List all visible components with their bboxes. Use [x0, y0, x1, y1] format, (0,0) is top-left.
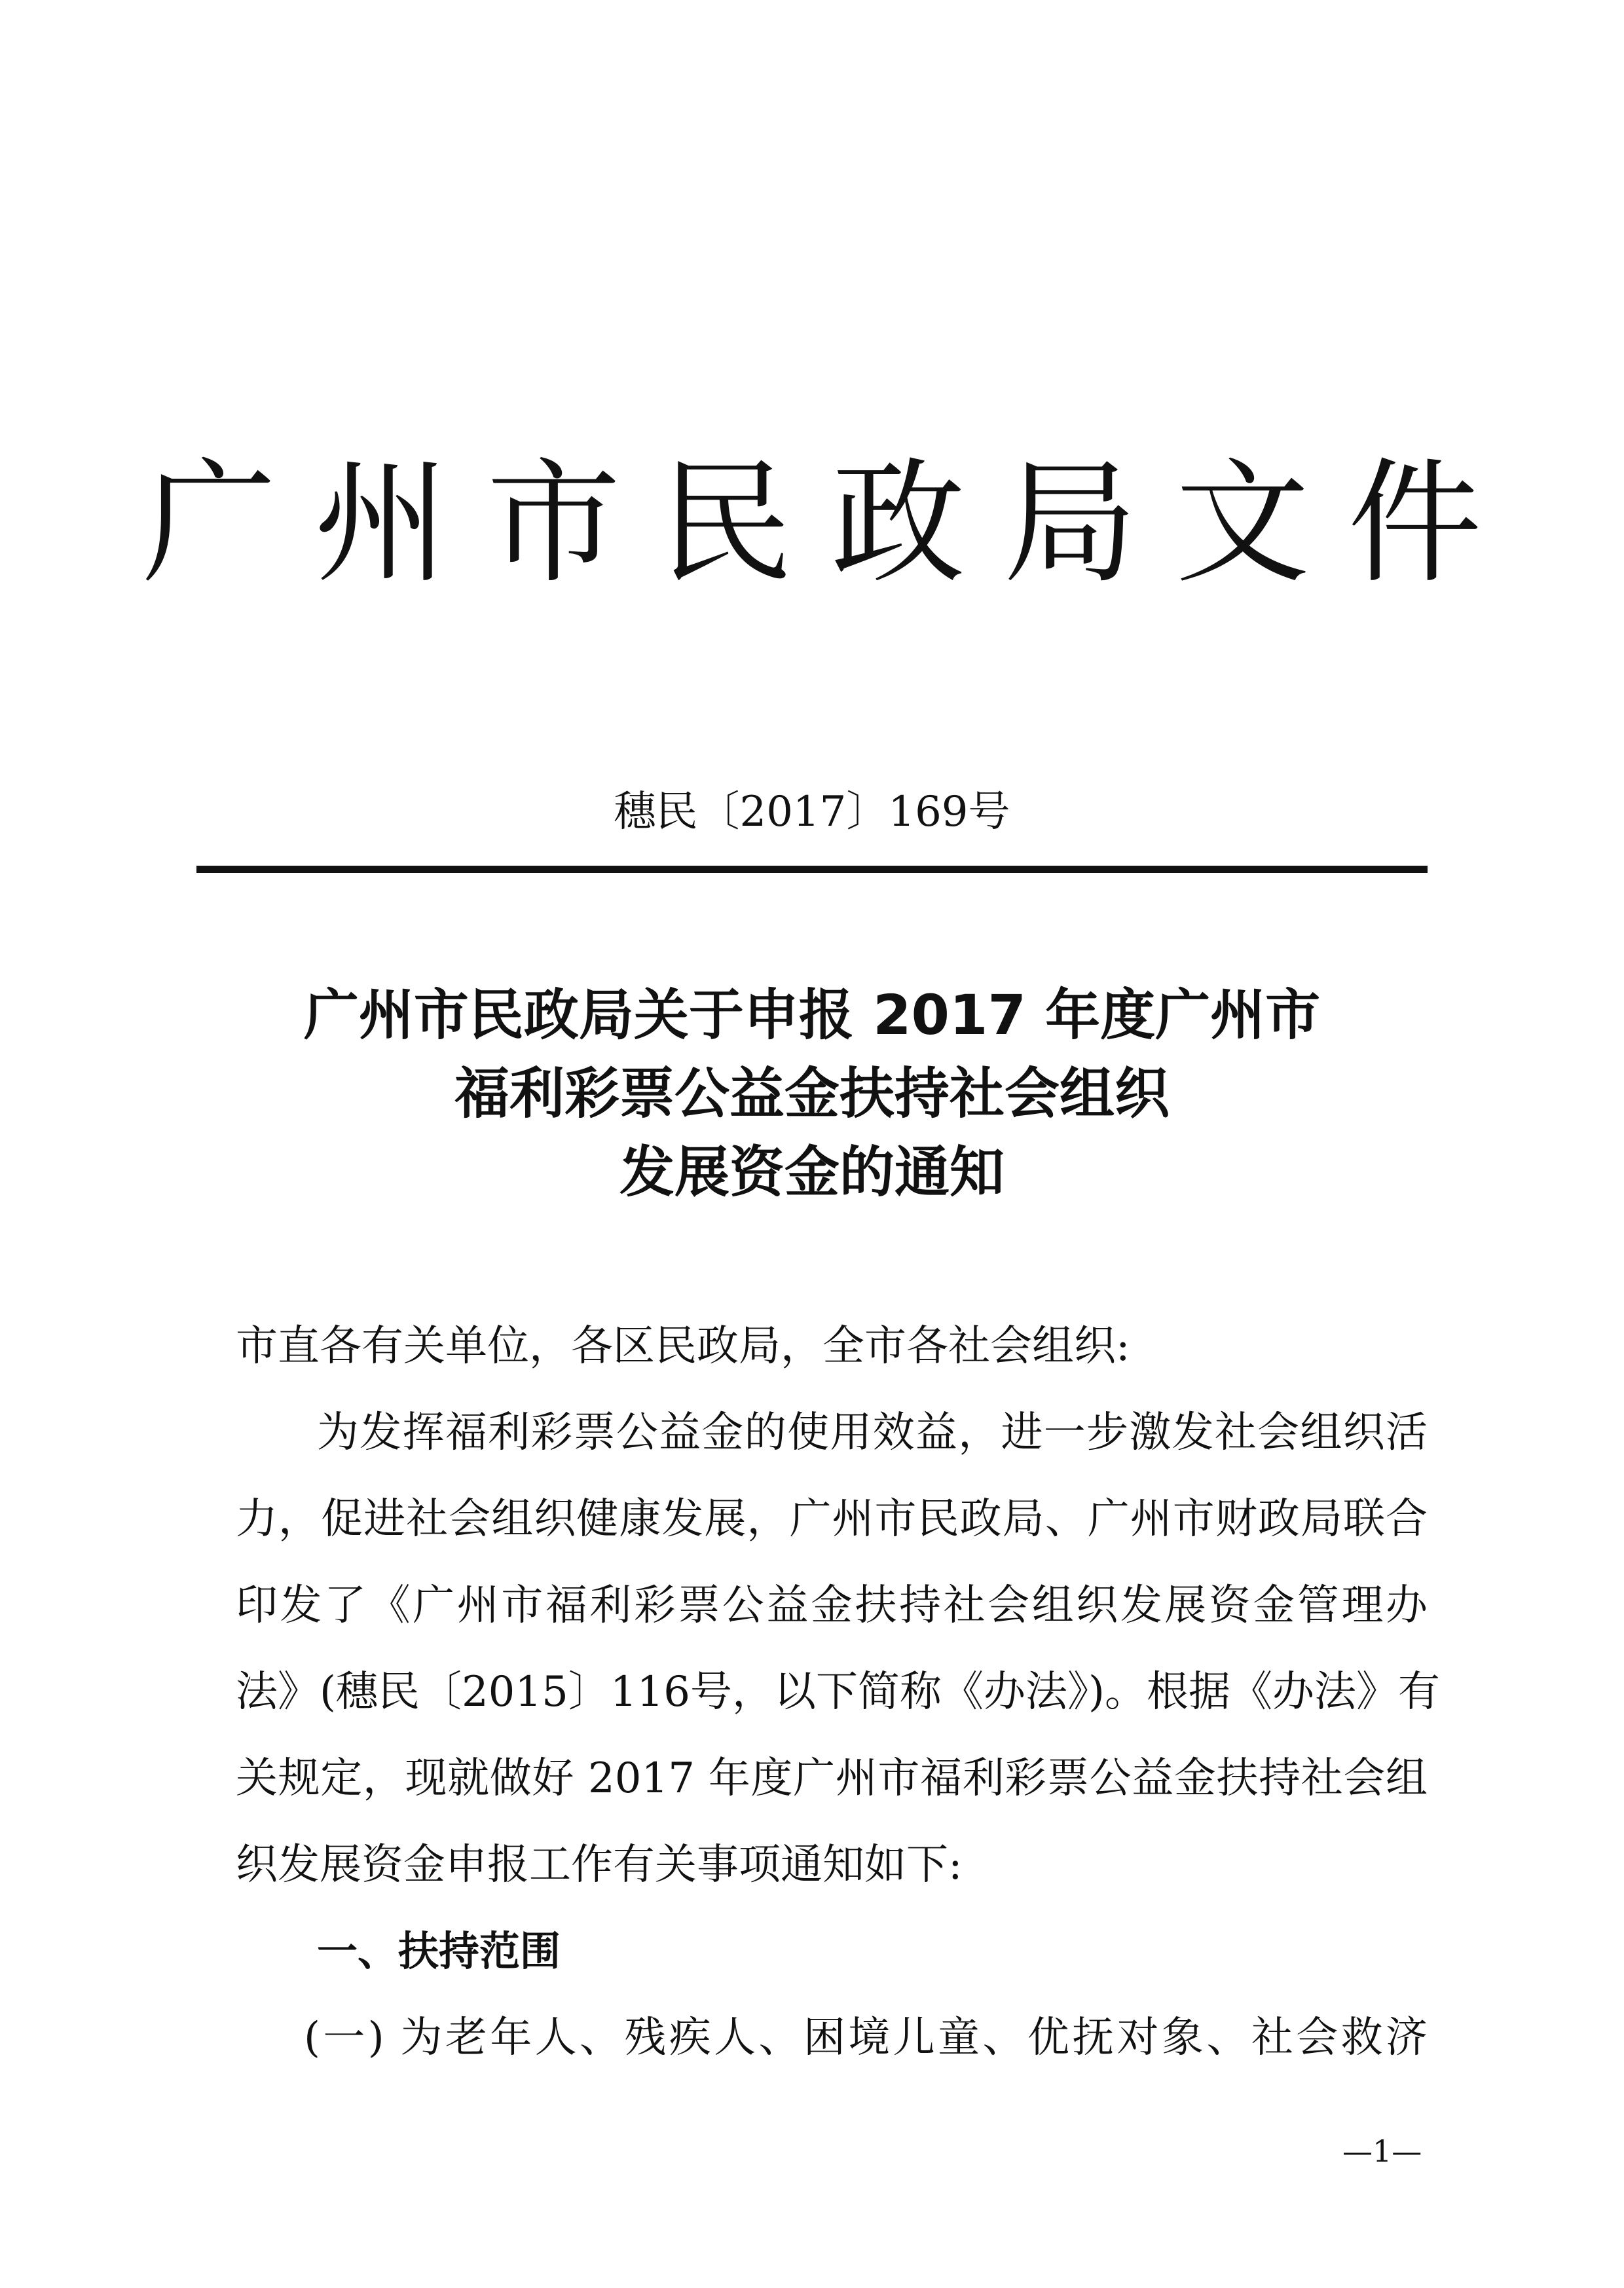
title-line-3: 发展资金的通知 — [619, 1140, 1005, 1204]
document-title — [0, 976, 1624, 1211]
section-item: (一) 为老年人、残疾人、困境儿童、优抚对象、社会救济 — [304, 2014, 1428, 2062]
document-body — [236, 1303, 1440, 2081]
paragraph-line: 法》(穗民〔2015〕116号，以下简称《办法》)。根据《办法》有 — [236, 1668, 1440, 1716]
page-number: —1— — [1342, 2133, 1422, 2169]
title-line-1: 广州市民政局关于申报 2017 年度广州市 — [303, 983, 1321, 1047]
title-line-2: 福利彩票公益金扶持社会组织 — [454, 1061, 1170, 1126]
paragraph-line: 力，促进社会组织健康发展，广州市民政局、广州市财政局联合 — [236, 1495, 1428, 1543]
paragraph-line: 关规定，现就做好 2017 年度广州市福利彩票公益金扶持社会组 — [236, 1754, 1428, 1803]
document-number: 穗民〔2017〕169号 — [614, 788, 1010, 836]
letterhead-title: 广州市民政局文件 — [142, 446, 1520, 602]
paragraph-line: 织发展资金申报工作有关事项通知如下: — [236, 1841, 963, 1889]
paragraph-line: 印发了《广州市福利彩票公益金扶持社会组织发展资金管理办 — [236, 1581, 1428, 1630]
paragraph-line: 为发挥福利彩票公益金的使用效益，进一步激发社会组织活 — [317, 1409, 1428, 1457]
red-header-rule — [196, 866, 1428, 873]
section-heading: 一、扶持范围 — [317, 1927, 561, 1975]
addressee: 市直各有关单位，各区民政局，全市各社会组织: — [236, 1322, 1130, 1371]
